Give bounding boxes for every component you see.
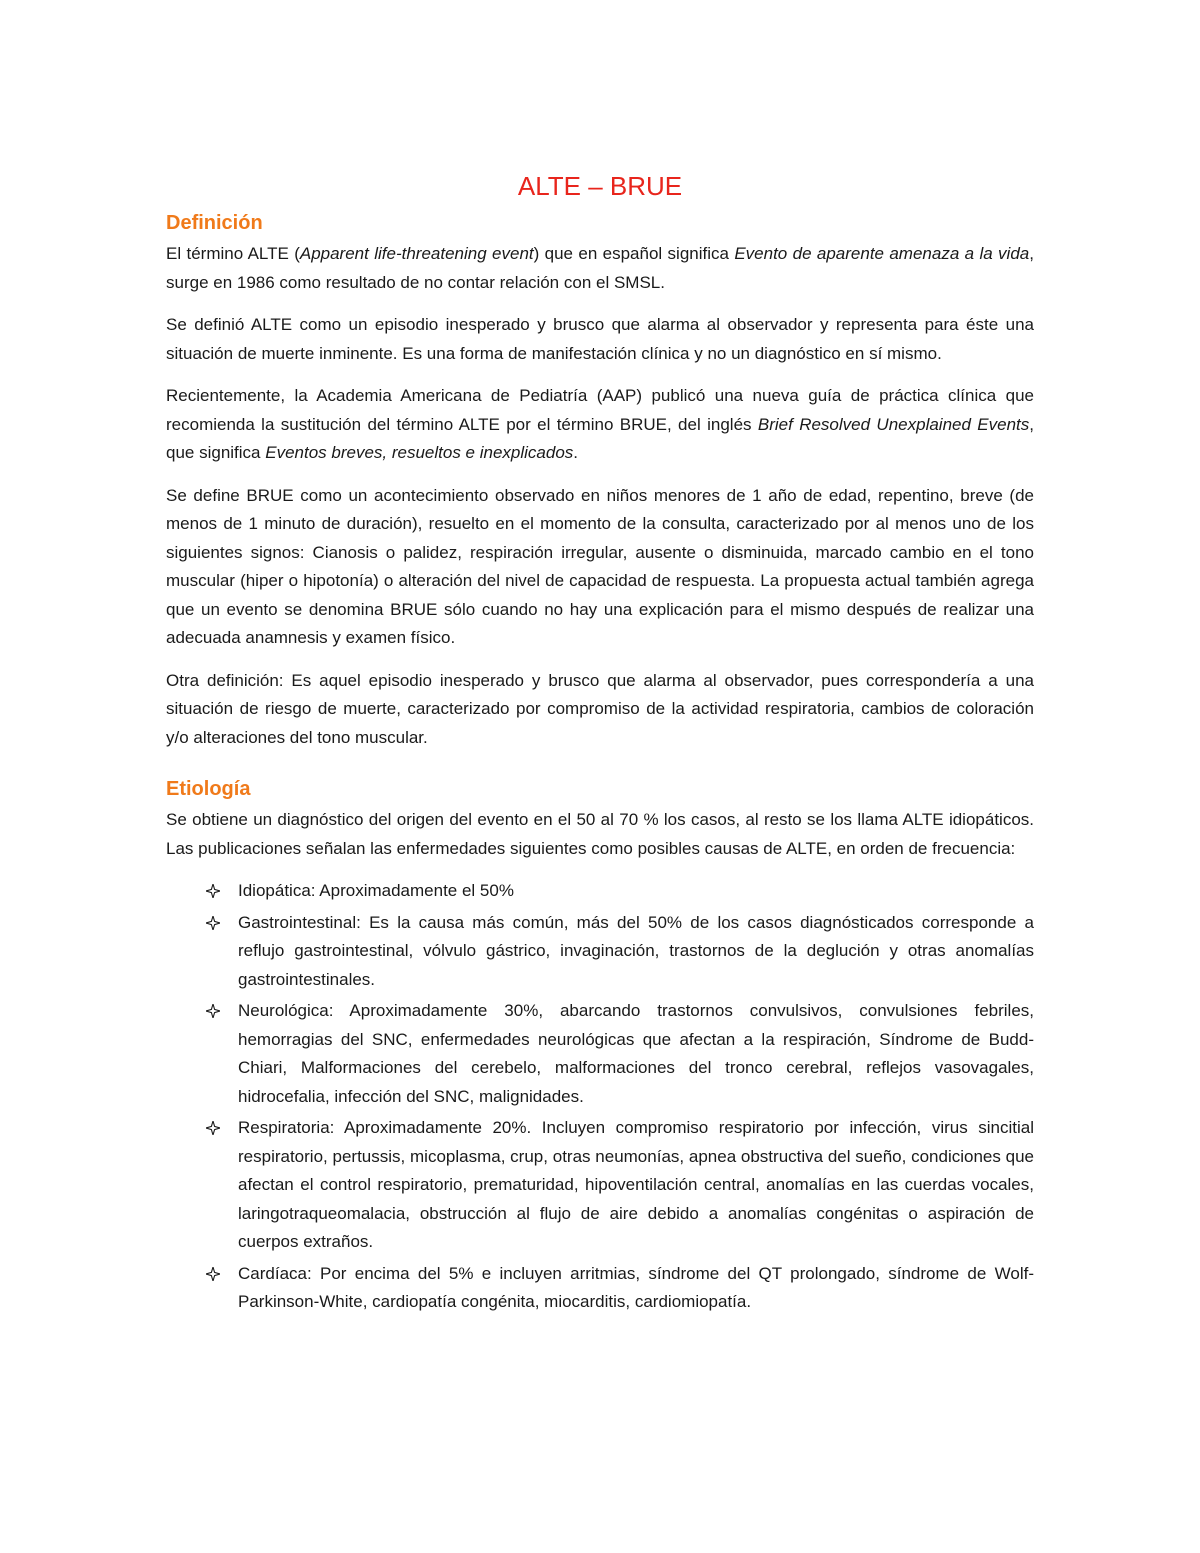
- text-run: .: [573, 443, 579, 462]
- text-run: Otra definición: Es aquel episodio inesperado y brusco que alarma al observador, pues correspondería a una situación de riesgo de muerte, caracterizado por compromiso de la actividad respiratoria, cambios de coloración y/o alteraciones del tono muscular.: [166, 670, 1034, 747]
- list-item-text: Idiopática: Aproximadamente el 50%: [238, 881, 514, 900]
- italic-run: Eventos breves, resueltos e inexplicados: [265, 443, 574, 462]
- paragraph: [166, 311, 1034, 368]
- list-item-text: Respiratoria: Aproximadamente 20%. Incluyen compromiso respiratorio por infección, virus sincitial respiratorio, pertussis, micoplasma, crup, otras neumonías, apnea obstructiva del sueño, condiciones que afectan el control respiratorio, prematuridad, hipoventilación central, anomalías en las cuerdas vocales, laringotraqueomalacia, obstrucción al flujo de aire debido a anomalías congénitas o aspiración de cuerpos extraños.: [238, 1118, 1034, 1251]
- text-run: , surge en 1986 como resultado de no contar relación con el SMSL.: [166, 244, 1034, 292]
- four-point-diamond-star-icon: [206, 916, 220, 930]
- text-run: El término ALTE (: [166, 244, 300, 263]
- text-run: Recientemente, la Academia Americana de Pediatría (AAP) publicó una nueva guía de práctica clínica que recomienda la sustitución del término ALTE por el término BRUE, del inglés: [166, 386, 1034, 434]
- text-run: Se obtiene un diagnóstico del origen del evento en el 50 al 70 % los casos, al resto se los llama ALTE idiopáticos. Las publicaciones señalan las enfermedades siguientes como posibles causas de ALTE, en orden de frecuencia:: [166, 810, 1034, 858]
- etiologia-body: [166, 806, 1034, 1317]
- four-point-diamond-star-icon: [206, 1121, 220, 1135]
- section-heading-etiologia: Etiología: [166, 778, 251, 800]
- italic-run: Apparent life-threatening event: [299, 244, 534, 263]
- text-run: Se definió ALTE como un episodio inesperado y brusco que alarma al observador y representa para éste una situación de muerte inminente. Es una forma de manifestación clínica y no un diagnóstico en sí mismo.: [166, 315, 1034, 363]
- four-point-diamond-star-icon: [206, 884, 220, 898]
- paragraph: [166, 240, 1034, 297]
- list-item-text: Cardíaca: Por encima del 5% e incluyen arritmias, síndrome del QT prolongado, síndrome de Wolf-Parkinson-White, cardiopatía congénita, miocarditis, cardiomiopatía.: [238, 1263, 1034, 1311]
- text-run: Se define BRUE como un acontecimiento observado en niños menores de 1 año de edad, repentino, breve (de menos de 1 minuto de duración), resuelto en el momento de la consulta, caracterizado por al menos uno de los siguientes signos: Cianosis o palidez, respiración irregular, ausente o disminuida, marcado cambio en el tono muscular (hiper o hipotonía) o alteración del nivel de capacidad de respuesta. La propuesta actual también agrega que un evento se denomina BRUE sólo cuando no hay una explicación para el mismo después de realizar una adecuada anamnesis y examen físico.: [166, 485, 1034, 647]
- section-heading-definicion: Definición: [166, 212, 263, 234]
- four-point-diamond-star-icon: [206, 1004, 220, 1018]
- four-point-diamond-star-icon: [206, 1267, 220, 1281]
- list-item-text: Neurológica: Aproximadamente 30%, abarcando trastornos convulsivos, convulsiones febriles, hemorragias del SNC, enfermedades neurológicas que afectan a la respiración, Síndrome de Budd-Chiari, Malformaciones del cerebelo, malformaciones del tronco cerebral, reflejos vasovagales, hidrocefalia, infección del SNC, malignidades.: [238, 1001, 1034, 1106]
- paragraph: [166, 667, 1034, 753]
- document-title: ALTE – BRUE: [517, 171, 683, 201]
- text-run: , que significa: [166, 414, 1035, 462]
- list-item: [206, 909, 1034, 995]
- list-item: [206, 997, 1034, 1111]
- causes-list: [166, 877, 1034, 1317]
- text-run: ) que en español significa: [533, 244, 735, 263]
- definicion-body: [166, 240, 1034, 752]
- list-item: [206, 1114, 1034, 1257]
- italic-run: Evento de aparente amenaza a la vida: [734, 244, 1030, 263]
- list-item-text: Gastrointestinal: Es la causa más común, más del 50% de los casos diagnósticados corresponde a reflujo gastrointestinal, vólvulo gástrico, invaginación, trastornos de la deglución y otras anomalías gastrointestinales.: [238, 912, 1034, 989]
- list-item: [206, 877, 1034, 906]
- italic-run: Brief Resolved Unexplained Events: [757, 414, 1030, 434]
- list-item: [206, 1260, 1034, 1317]
- paragraph: [166, 382, 1034, 468]
- paragraph: [166, 482, 1034, 653]
- paragraph: [166, 806, 1034, 863]
